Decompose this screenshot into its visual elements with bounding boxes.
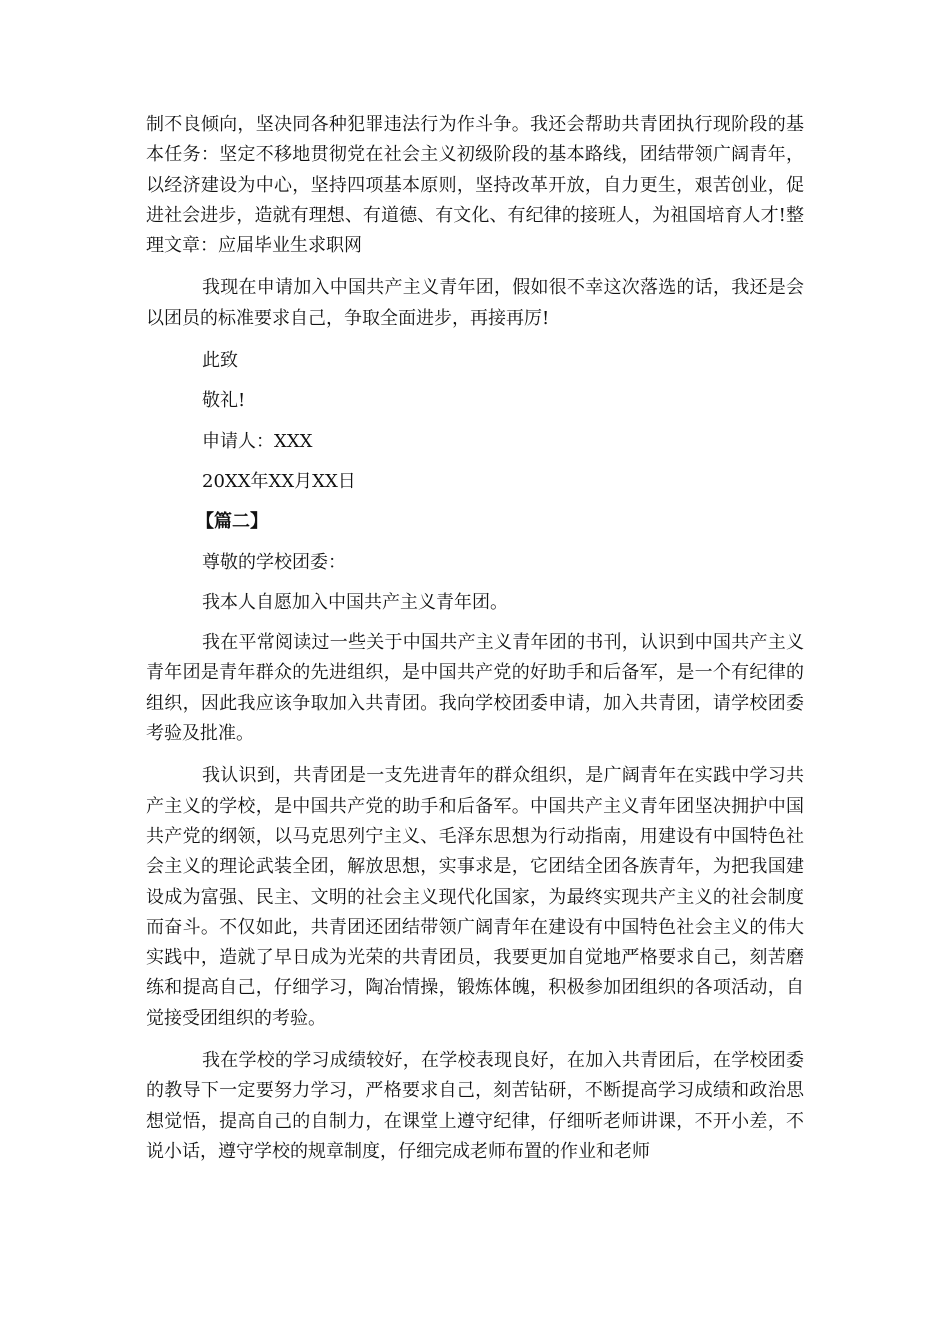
paragraph-study: 我在学校的学习成绩较好，在学校表现良好，在加入共青团后，在学校团委的教导下一定要努力学习，严格要求自己，刻苦钻研，不断提高学习成绩和政治思想觉悟，提高自己的自制力，在课堂上遵守纪律，仔细听老师讲课，不开小差，不说小话，遵守学校的规章制度，仔细完成老师布置的作业和老师 [146, 1050, 804, 1162]
applicant-line: 申请人：XXX [202, 430, 313, 452]
paragraph-continued: 制不良倾向，坚决同各种犯罪违法行为作斗争。我还会帮助共青团执行现阶段的基本任务：坚定不移地贯彻党在社会主义初级阶段的基本路线，团结带领广阔青年，以经济建设为中心，坚持四项基本原则，坚持改革开放，自力更生，艰苦创业，促进社会进步，造就有理想、有道德、有文化、有纪律的接班人，为祖国培育人才!整理文章：应届毕业生求职网 [146, 114, 804, 257]
paragraph-application-note: 我现在申请加入中国共产主义青年团，假如很不幸这次落选的话，我还是会以团员的标准要求自己，争取全面进步，再接再厉! [146, 277, 804, 329]
document-page [146, 110, 804, 1179]
date-line: 20XX年XX月XX日 [202, 470, 356, 492]
intro-line: 我本人自愿加入中国共产主义青年团。 [202, 591, 508, 613]
paragraph-reading: 我在平常阅读过一些关于中国共产主义青年团的书刊，认识到中国共产主义青年团是青年群众的先进组织，是中国共产党的好助手和后备军，是一个有纪律的组织，因此我应该争取加入共青团。我向学校团委申请，加入共青团，请学校团委考验及批准。 [146, 632, 804, 745]
section-heading: 【篇二】 [196, 511, 268, 533]
closing-line: 此致 [202, 350, 238, 372]
salute-line: 敬礼! [202, 390, 246, 412]
greeting-line: 尊敬的学校团委： [202, 551, 346, 573]
paragraph-understanding: 我认识到，共青团是一支先进青年的群众组织，是广阔青年在实践中学习共产主义的学校，是中国共产党的助手和后备军。中国共产主义青年团坚决拥护中国共产党的纲领，以马克思列宁主义、毛泽东思想为行动指南，用建设有中国特色社会主义的理论武装全团，解放思想，实事求是，它团结全团各族青年，为把我国建设成为富强、民主、文明的社会主义现代化国家，为最终实现共产主义的社会制度而奋斗。不仅如此，共青团还团结带领广阔青年在建设有中国特色社会主义的伟大实践中，造就了早日成为光荣的共青团员，我要更加自觉地严格要求自己，刻苦磨练和提高自己，仔细学习，陶冶情操，锻炼体魄，积极参加团组织的各项活动，自觉接受团组织的考验。 [146, 765, 804, 1029]
